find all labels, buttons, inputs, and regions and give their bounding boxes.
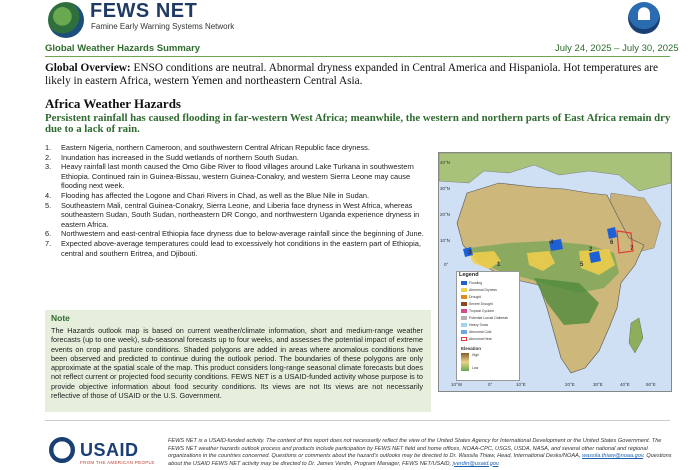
map-label-7: 7 (630, 246, 634, 252)
lat-label: 20°N (440, 212, 451, 217)
elevation-low: Low (472, 366, 479, 370)
report-date-range: July 24, 2025 – July 30, 2025 (555, 43, 679, 54)
usaid-logo-text: USAID (80, 440, 139, 460)
lat-label: 30°N (440, 186, 451, 191)
map-label-4: 4 (550, 240, 554, 246)
overview-text: ENSO conditions are neutral. Abnormal dryness expanded in Central America and Hispaniola. Hot temperatures are likely in eastern Africa, western Yemen and northeastern Central Asia. (45, 62, 659, 87)
lon-label: 30°E (593, 382, 603, 387)
brand-subtitle: Famine Early Warning Systems Network (91, 22, 235, 31)
overview-label: Global Overview: (45, 62, 131, 74)
legend-swatch (461, 302, 467, 306)
legend-item: Potential Locust Outbreak (461, 316, 508, 320)
map-label-2: 2 (589, 247, 593, 253)
hazard-list (45, 143, 431, 258)
legend-title: Legend (459, 272, 479, 278)
legend-item: Tropical Cyclone (461, 309, 494, 313)
map-label-1: 1 (497, 262, 501, 268)
legend-swatch (461, 295, 467, 299)
list-item: 1. Eastern Nigeria, northern Cameroon, and southwestern Central African Republic face dryness. (45, 143, 370, 152)
global-overview (45, 62, 670, 88)
list-item: 4. Flooding has affected the Logone and Chari Rivers in Chad, as well as the Blue Nile in Sudan. (45, 190, 369, 200)
list-item: 7. Expected above-average temperatures could lead to excessively hot conditions in the eastern part of Ethiopia, central and southern Eritrea, and Djibouti. (45, 238, 421, 258)
list-item: 3. Heavy rainfall last month caused the Omo Gibe River to flood villages around Lake Turkana in southwestern Ethiopia. Continued rain in Guinea-Bissau, western Guinea-Conakry, and western Sierra Leone may cause flooding next week. (45, 162, 414, 191)
legend-item: Heavy Snow (461, 323, 488, 327)
footer-disclaimer: FEWS NET is a USAID-funded activity. The content of this report does not necessarily reflect the view of the United States Agency for International Development or the United States Government. The FEWS NET weather hazards outlook process and products include participation by FEWS NET field and home offices, NOAA-CPC, USGS, USDA, NASA, and several other national and regional organizations in the countries concerned. Questions or comments about the hazard's outlooks may be directed to Dr. Wassila Thiaw, Head, International Desks/NOAA, wassila.thiaw@noaa.gov. Questions about the USAID FEWS NET activity may be directed to Dr. James Verdin, Program Manager, FEWS NET/USAID, jverdin@usaid.gov. (168, 438, 672, 467)
lat-label: 10°N (440, 238, 451, 243)
legend-item: Severe Drought (461, 302, 493, 306)
lat-label: 40°N (440, 160, 451, 165)
legend-item: Abnormal Heat (461, 337, 492, 341)
header-divider (45, 56, 670, 57)
map-label-5: 5 (580, 262, 584, 268)
legend-item: Drought (461, 295, 481, 299)
report-title: Global Weather Hazards Summary (45, 43, 201, 54)
map-label-3: 3 (468, 250, 472, 256)
legend-item: Flooding (461, 281, 482, 285)
brand-title: FEWS NET (90, 0, 198, 22)
footer-divider (45, 420, 670, 421)
legend-swatch (461, 316, 467, 320)
fews-net-logo-icon (48, 2, 84, 38)
usaid-seal-icon (49, 437, 75, 463)
legend-swatch (461, 330, 467, 334)
elevation-high: High (472, 353, 479, 357)
email-link-usaid[interactable]: jverdin@usaid.gov (452, 460, 499, 467)
lon-label: 50°E (646, 382, 656, 387)
legend-swatch (461, 281, 467, 285)
legend-swatch (461, 323, 467, 327)
lon-label: 10°E (516, 382, 526, 387)
north-landmass (439, 153, 671, 191)
elevation-ramp (461, 353, 469, 371)
legend-item: Abnormal Cold (461, 330, 491, 334)
legend-swatch (461, 337, 467, 341)
noaa-bird-icon (638, 10, 650, 20)
africa-headline: Persistent rainfall has caused flooding in far-western West Africa; meanwhile, the western and northern parts of East Africa remain dry due to a lack of rain. (45, 112, 671, 135)
lon-label: 0° (488, 382, 493, 387)
legend-swatch (461, 309, 467, 313)
madagascar (629, 318, 643, 353)
lon-label: 40°E (620, 382, 630, 387)
elevation-title: Elevation (461, 346, 482, 351)
legend-swatch (461, 288, 467, 292)
lon-label: 20°E (565, 382, 575, 387)
list-item: 5. Southeastern Mali, central Guinea-Conakry, Sierra Leone, and Liberia face dryness in West Africa, whereas southeastern Sudan, South Sudan, northeastern DR Congo, and northwestern Uganda experience dryness in eastern Africa. (45, 200, 420, 229)
note-heading: Note (51, 313, 70, 323)
map-label-6: 6 (610, 240, 614, 246)
note-text: The Hazards outlook map is based on current weather/climate information, short and medium-range weather forecasts (up to one week), sub-seasonal forecasts up to four weeks, and assesses the potential impact of extreme events on crop and pasture conditions. Shaded polygons are added in areas where anomalous conditions have been observed and predicted to continue during the outlook period. The boundaries of these polygons are only approximate at the spatial scale of the map. This product considers long-range seasonal climate forecasts but does not reflect current or projected food security conditions. FEWS NET is a USAID-funded activity whose purpose is to provide objective information about food security conditions. Its views are not Its views are not necessarily reflective of those of USAID or the U.S. Government. (51, 326, 423, 401)
legend-item: Abnormal Dryness (461, 288, 497, 292)
africa-heading: Africa Weather Hazards (45, 96, 181, 111)
list-item: 6. Northwestern and east-central Ethiopia face dryness due to below-average rainfall since the beginning of June. (45, 229, 424, 239)
lat-label: 0° (444, 262, 449, 267)
usaid-tagline: FROM THE AMERICAN PEOPLE (80, 460, 155, 465)
list-item: 2. Inundation has increased in the Sudd wetlands of northern South Sudan. (45, 152, 299, 162)
email-link-noaa[interactable]: wassila.thiaw@noaa.gov (581, 453, 644, 459)
lon-label: 10°W (451, 382, 463, 387)
